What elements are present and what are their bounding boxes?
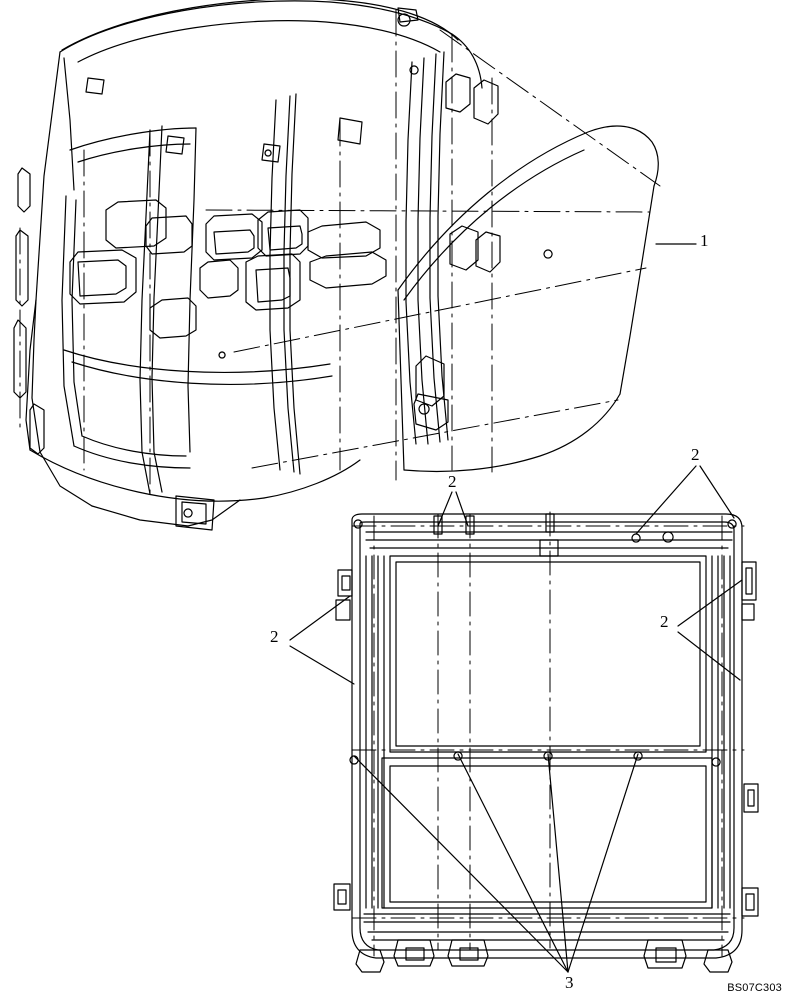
callout-1: 1 xyxy=(700,231,709,250)
callout-3-bottom: 3 xyxy=(565,973,574,992)
callout-2-right: 2 xyxy=(660,612,669,631)
callout-2-top-right: 2 xyxy=(691,445,700,464)
leader-lines-3 xyxy=(354,754,638,972)
leader-lines-2-top-right xyxy=(636,466,734,534)
callout-2-left: 2 xyxy=(270,627,279,646)
callout-2-top-left: 2 xyxy=(448,472,457,491)
drawing-code: BS07C303 xyxy=(727,982,782,994)
cab-frame-upper xyxy=(14,0,500,530)
door-frame-lower xyxy=(334,514,758,972)
leader-lines-2-right xyxy=(678,580,742,680)
leader-lines-2-left xyxy=(290,596,354,684)
windshield-glass-item-1 xyxy=(398,126,658,471)
